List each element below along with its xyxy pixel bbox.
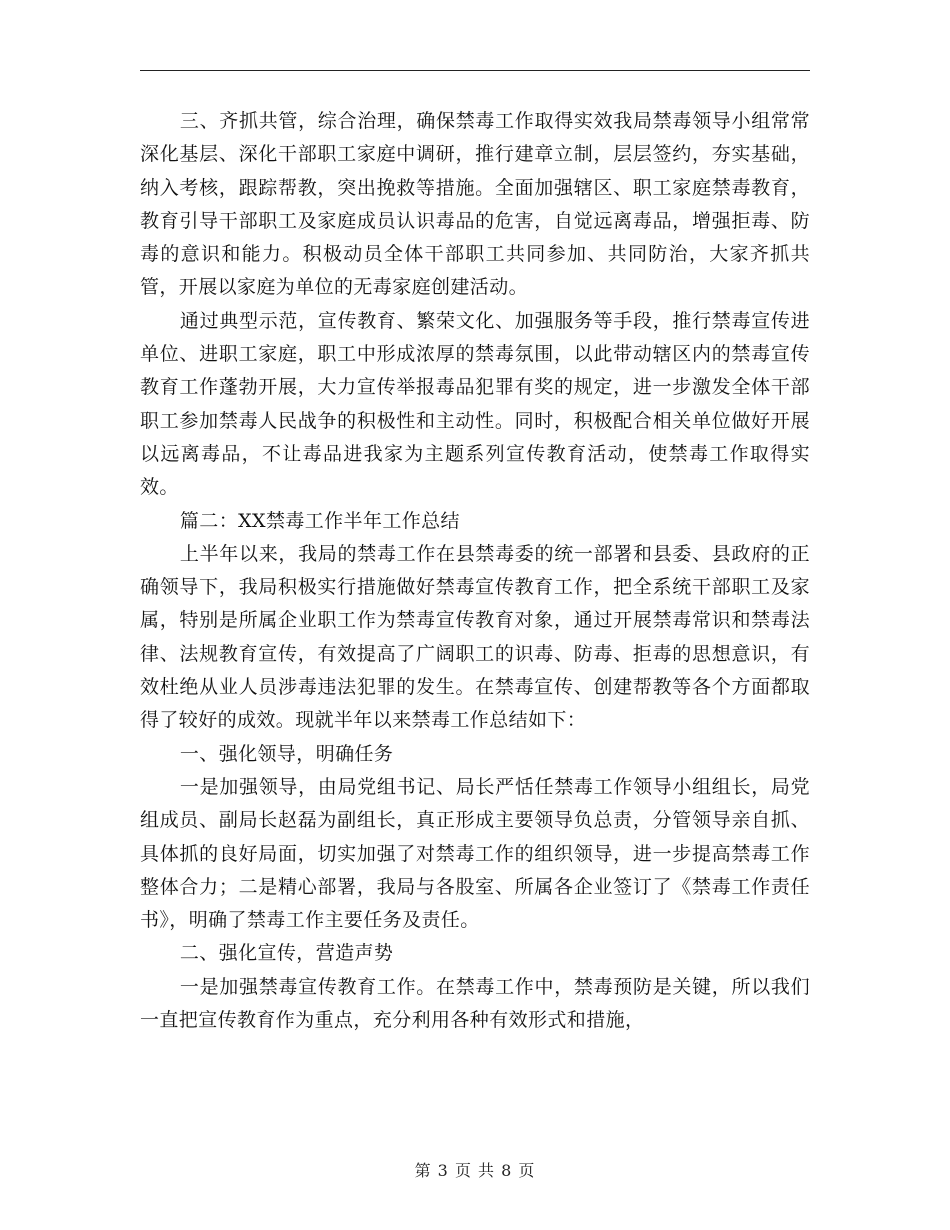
header-rule (140, 70, 810, 71)
paragraph-first-half-intro: 上半年以来，我局的禁毒工作在县禁毒委的统一部署和县委、县政府的正确领导下，我局积极实行措施做好禁毒宣传教育工作，把全系统干部职工及家属，特别是所属企业职工作为禁毒宣传教育对象，通过开展禁毒常识和禁毒法律、法规教育宣传，有效提高了广阔职工的识毒、防毒、拒毒的思想意识，有效杜绝从业人员涉毒违法犯罪的发生。在禁毒宣传、创建帮教等各个方面都取得了较好的成效。现就半年以来禁毒工作总结如下： (140, 542, 810, 732)
section-heading-leadership: 一、强化领导，明确任务 (179, 742, 394, 765)
section-heading-publicity: 二、强化宣传，营造声势 (179, 942, 394, 965)
page-footer: 第 3 页 共 8 页 (414, 1161, 536, 1180)
paragraph-section-three: 三、齐抓共管，综合治理，确保禁毒工作取得实效我局禁毒领导小组常常深化基层、深化干部职工家庭中调研，推行建章立制，层层签约，夯实基础，纳入考核，跟踪帮教，突出挽救等措施。全面加强辖区、职工家庭禁毒教育，教育引导干部职工及家庭成员认识毒品的危害，自觉远离毒品，增强拒毒、防毒的意识和能力。积极动员全体干部职工共同参加、共同防治，大家齐抓共管，开展以家庭为单位的无毒家庭创建活动。 (140, 110, 810, 299)
paragraph-typical-demonstration: 通过典型示范，宣传教育、繁荣文化、加强服务等手段，推行禁毒宣传进单位、进职工家庭，职工中形成浓厚的禁毒氛围，以此带动辖区内的禁毒宣传教育工作蓬勃开展，大力宣传举报毒品犯罪有奖的规定，进一步激发全体干部职工参加禁毒人民战争的积极性和主动性。同时，积极配合相关单位做好开展以远离毒品，不让毒品进我家为主题系列宣传教育活动，使禁毒工作取得实效。 (140, 309, 810, 499)
paragraph-leadership: 一是加强领导，由局党组书记、局长严恬任禁毒工作领导小组组长，局党组成员、副局长赵磊为副组长，真正形成主要领导负总责，分管领导亲自抓、具体抓的良好局面，切实加强了对禁毒工作的组织领导，进一步提高禁毒工作整体合力；二是精心部署，我局与各股室、所属各企业签订了《禁毒工作责任书》，明确了禁毒工作主要任务及责任。 (140, 775, 810, 932)
body-text (140, 105, 810, 1037)
article-two-heading: 篇二：XX禁毒工作半年工作总结 (179, 509, 460, 532)
paragraph-publicity: 一是加强禁毒宣传教育工作。在禁毒工作中，禁毒预防是关键，所以我们一直把宣传教育作为重点，充分利用各种有效形式和措施， (140, 975, 810, 1032)
